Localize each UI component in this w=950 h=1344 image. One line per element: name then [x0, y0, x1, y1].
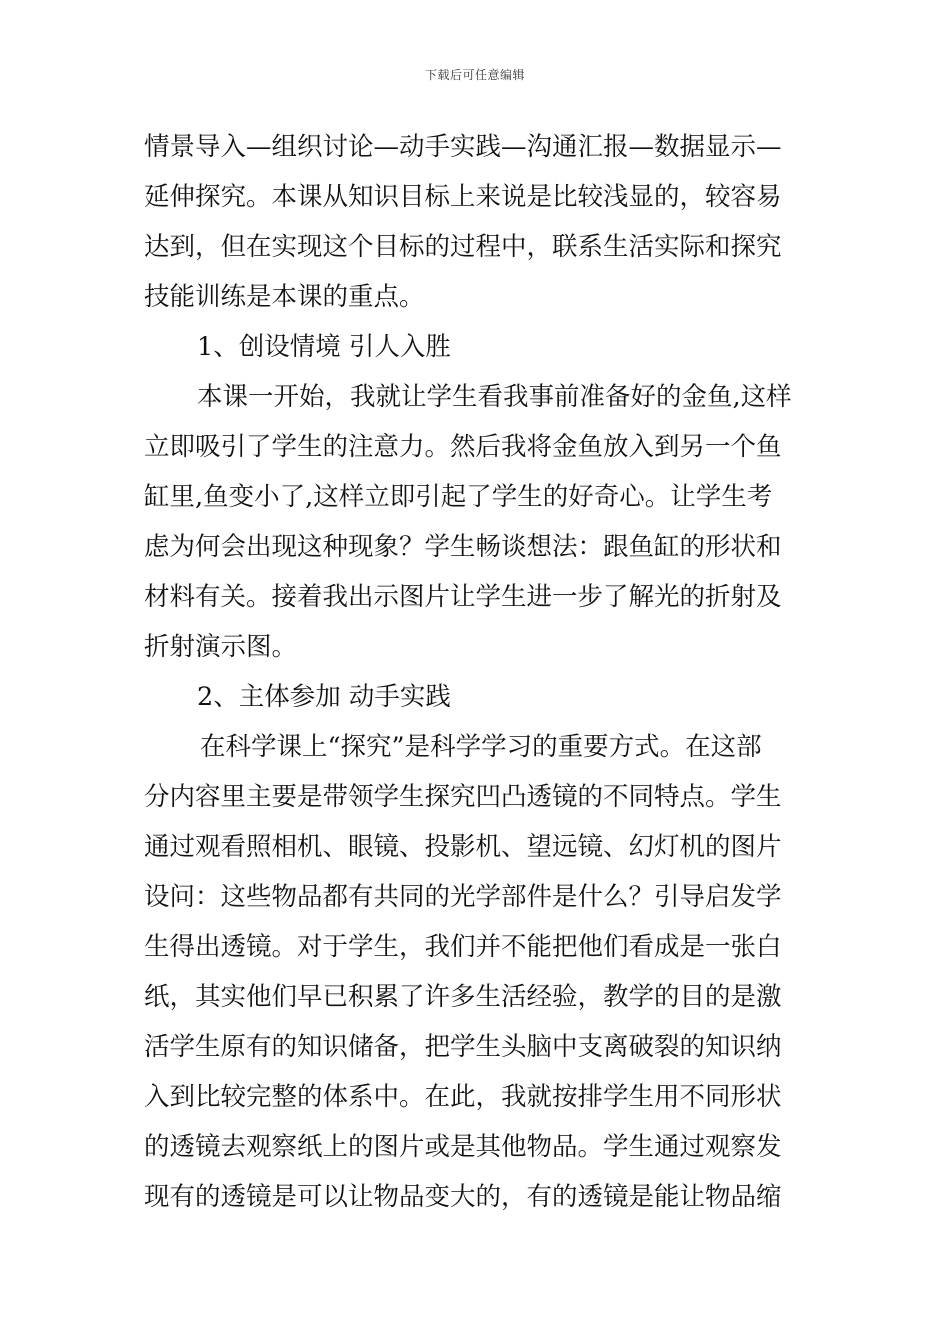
text-line: 入到比较完整的体系中。在此，我就按排学生用不同形状 — [144, 1082, 782, 1112]
text-line: 的透镜去观察纸上的图片或是其他物品。学生通过观察发 — [144, 1132, 782, 1162]
text-line: 情景导入—组织讨论—动手实践—沟通汇报—数据显示— — [144, 132, 782, 162]
text-line: 活学生原有的知识储备，把学生头脑中支离破裂的知识纳 — [144, 1032, 782, 1062]
text-line: 在科学课上“探究”是科学学习的重要方式。在这部 — [200, 732, 762, 762]
text-line: 纸，其实他们早已积累了许多生活经验，教学的目的是激 — [144, 982, 782, 1012]
text-line: 生得出透镜。对于学生，我们并不能把他们看成是一张白 — [144, 932, 782, 962]
text-line: 现有的透镜是可以让物品变大的，有的透镜是能让物品缩 — [144, 1182, 782, 1212]
text-line: 技能训练是本课的重点。 — [144, 282, 425, 312]
text-line: 通过观看照相机、眼镜、投影机、望远镜、幻灯机的图片 — [144, 832, 782, 862]
page-header: 下载后可任意编辑 — [424, 68, 525, 82]
text-line: 达到，但在实现这个目标的过程中，联系生活实际和探究 — [144, 232, 782, 262]
text-line: 设问：这些物品都有共同的光学部件是什么？引导启发学 — [144, 882, 782, 912]
section-heading: 2、主体参加 动手实践 — [197, 682, 451, 712]
document-body — [144, 122, 809, 1222]
text-line: 分内容里主要是带领学生探究凹凸透镜的不同特点。学生 — [144, 782, 782, 812]
text-line: 延伸探究。本课从知识目标上来说是比较浅显的，较容易 — [144, 182, 782, 212]
text-line: 折射演示图。 — [144, 632, 298, 662]
text-line: 缸里,鱼变小了,这样立即引起了学生的好奇心。让学生考 — [144, 482, 773, 512]
text-line: 材料有关。接着我出示图片让学生进一步了解光的折射及 — [144, 582, 782, 612]
text-line: 虑为何会出现这种现象？学生畅谈想法：跟鱼缸的形状和 — [144, 532, 782, 562]
text-line: 本课一开始，我就让学生看我事前准备好的金鱼,这样 — [197, 382, 792, 412]
section-heading: 1、创设情境 引人入胜 — [197, 332, 451, 362]
text-line: 立即吸引了学生的注意力。然后我将金鱼放入到另一个鱼 — [144, 432, 782, 462]
